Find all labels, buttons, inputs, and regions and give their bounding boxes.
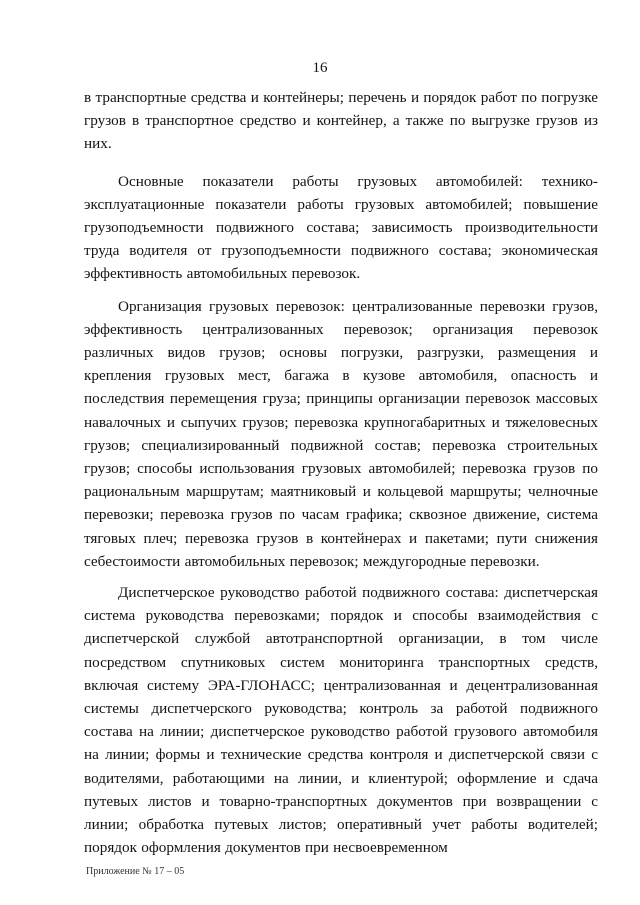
paragraph-cargo-organization: Организация грузовых перевозок: централизованные перевозки грузов, эффективность централизованных перевозок; организация перевозок различных видов грузов; основы погрузки, разгрузки, размещения и крепления грузовых мест, багажа в кузове автомобиля, опасность и последствия перемещения груза; принципы организации перевозок массовых навалочных и сыпучих грузов; перевозка крупногабаритных и тяжеловесных грузов; специализированный подвижной состав; перевозка строительных грузов; способы использования грузовых автомобилей; перевозка грузов по рациональным маршрутам; маятниковый и кольцевой маршруты; челночные перевозки; перевозка грузов по часам графика; сквозное движение, система тяговых плеч; перевозка грузов в контейнерах и пакетами; пути снижения себестоимости автомобильных перевозок; междугородные перевозки. [84, 297, 598, 570]
paragraph-truck-performance: Основные показатели работы грузовых автомобилей: технико-эксплуатационные показатели работы грузовых автомобилей; повышение грузоподъемности подвижного состава; зависимость производительности труда водителя от грузоподъемности подвижного состава; экономическая эффективность автомобильных перевозок. [84, 172, 598, 283]
document-body [84, 86, 598, 860]
page-number: 16 [312, 60, 328, 76]
paragraph-dispatch-management: Диспетчерское руководство работой подвижного состава: диспетчерская система руководства перевозками; порядок и способы взаимодействия с диспетчерской службой автотранспортной организации, в том числе посредством спутниковых систем мониторинга транспортных средств, включая систему ЭРА-ГЛОНАСС; централизованная и децентрализованная системы диспетчерского руководства; контроль за работой подвижного состава на линии; диспетчерское руководство работой грузового автомобиля на линии; формы и технические средства контроля и диспетчерской связи с водителями, работающими на линии, и клиентурой; оформление и сдача путевых листов и товарно-транспортных документов при возвращении с линии; обработка путевых листов; оперативный учет работы водителей; порядок оформления документов при несвоевременном [84, 584, 598, 857]
footer-annex-label: Приложение № 17 – 05 [86, 866, 185, 877]
paragraph-continuation: в транспортные средства и контейнеры; перечень и порядок работ по погрузке грузов в транспортное средство и контейнер, а также по выгрузке грузов из них. [84, 89, 598, 153]
